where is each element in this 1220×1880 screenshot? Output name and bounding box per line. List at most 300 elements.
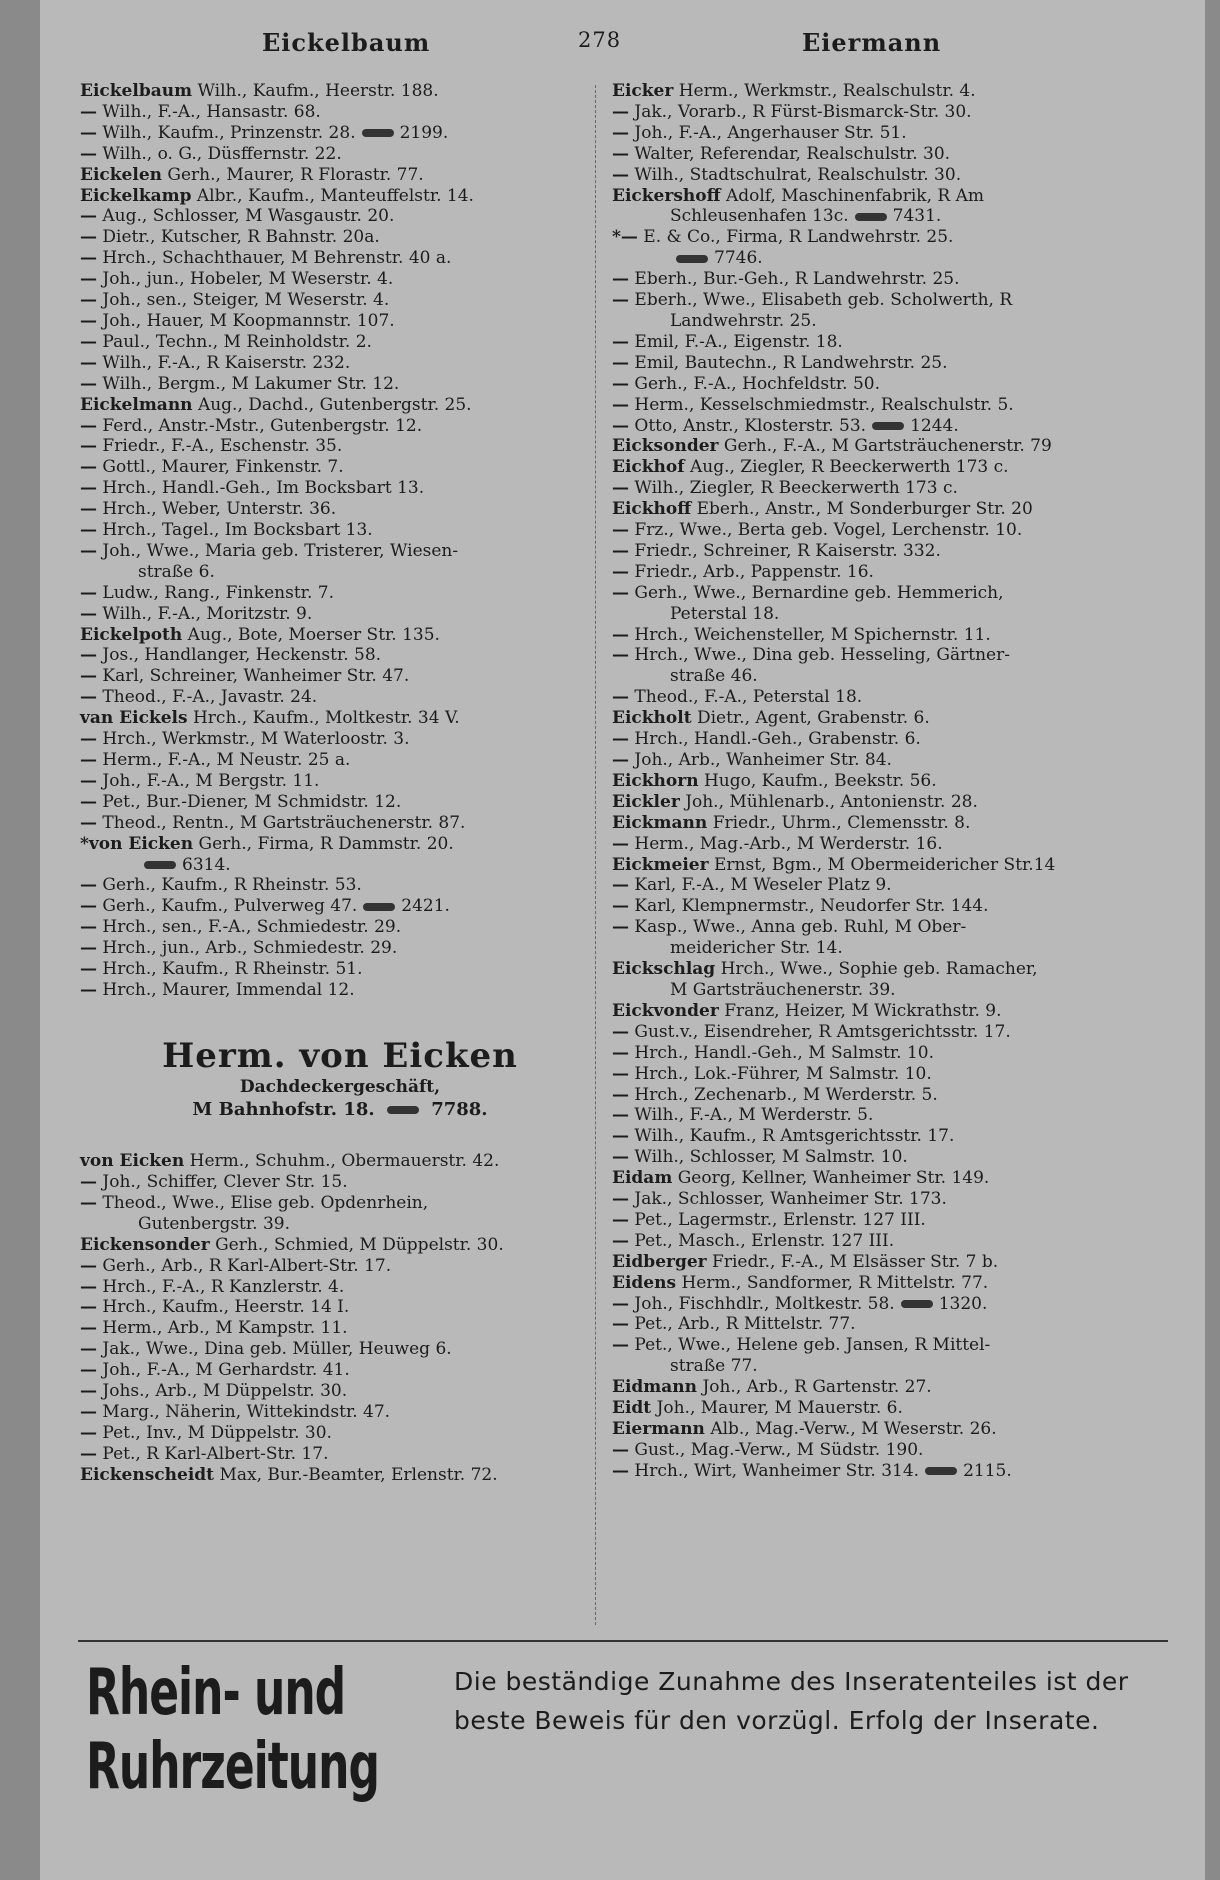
entry-details: Ferd., Anstr.-Mstr., Gutenbergstr. 12. — [102, 415, 423, 436]
entry-surname: — — [80, 666, 97, 687]
entry-surname: — — [80, 582, 97, 603]
directory-entry — [80, 1318, 600, 1339]
entry-surname: — — [80, 896, 97, 917]
entry-details: Hrch., Kaufm., R Rheinstr. 51. — [102, 959, 363, 980]
entry-details: Joh., Schiffer, Clever Str. 15. — [102, 1172, 348, 1193]
entry-details: Wilh., F.-A., Hansastr. 68. — [102, 101, 321, 122]
directory-entry — [612, 269, 1157, 290]
directory-entry — [80, 917, 600, 938]
telephone-icon — [362, 129, 394, 137]
entry-details: Gerh., Arb., R Karl-Albert-Str. 17. — [102, 1255, 392, 1276]
directory-entry — [80, 374, 600, 395]
directory-entry — [80, 1360, 600, 1381]
left-entries-2 — [80, 1151, 600, 1486]
directory-entry — [80, 165, 600, 186]
entry-surname: — — [612, 101, 629, 122]
directory-entry — [80, 1277, 600, 1298]
directory-entry — [612, 771, 1157, 792]
entry-details: Theod., Wwe., Elise geb. Opdenrhein, — [102, 1192, 429, 1213]
entry-surname: Eickhof — [612, 457, 685, 478]
entry-details: Hrch., Lok.-Führer, M Salmstr. 10. — [634, 1063, 932, 1084]
entry-surname: — — [80, 1276, 97, 1297]
entry-continuation-text: meidericher Str. 14. — [670, 938, 843, 959]
directory-entry — [80, 227, 600, 248]
entry-details: Pet., Wwe., Helene geb. Jansen, R Mittel- — [634, 1335, 991, 1356]
directory-entry — [80, 1423, 600, 1444]
entry-surname: — — [80, 938, 97, 959]
entry-details: Pet., Masch., Erlenstr. 127 III. — [634, 1230, 895, 1251]
entry-surname: — — [612, 1189, 629, 1210]
entry-details: Wilh., F.-A., M Werderstr. 5. — [634, 1105, 874, 1126]
telephone-icon — [872, 422, 904, 430]
entry-surname: — — [80, 122, 97, 143]
entry-surname: — — [80, 436, 97, 457]
telephone-icon — [925, 1467, 957, 1475]
entry-surname: — — [80, 1422, 97, 1443]
directory-entry — [612, 875, 1157, 896]
directory-entry — [612, 562, 1157, 583]
entry-details: Pet., Bur.-Diener, M Schmidstr. 12. — [102, 791, 402, 812]
directory-entry — [80, 269, 600, 290]
entry-details: Georg, Kellner, Wanheimer Str. 149. — [677, 1168, 990, 1189]
directory-entry — [612, 1440, 1157, 1461]
entry-continuation-text: straße 46. — [670, 666, 758, 687]
directory-entry — [80, 729, 600, 750]
entry-details: Joh., Mühlenarb., Antonienstr. 28. — [685, 791, 978, 812]
directory-entry — [612, 750, 1157, 771]
directory-entry — [612, 1001, 1157, 1022]
entry-surname: — — [612, 561, 629, 582]
entry-details: Johs., Arb., M Düppelstr. 30. — [102, 1381, 348, 1402]
right-column — [612, 81, 1157, 1482]
directory-entry — [612, 186, 1157, 207]
entry-surname: — — [612, 1439, 629, 1460]
entry-details: Gerh., Wwe., Bernardine geb. Hemmerich, — [634, 582, 1004, 603]
left-column — [80, 81, 600, 1486]
entry-details: Kasp., Wwe., Anna geb. Ruhl, M Ober- — [634, 917, 967, 938]
entry-details: Hrch., Kaufm., Heerstr. 14 I. — [102, 1297, 350, 1318]
entry-surname: — — [80, 352, 97, 373]
directory-entry — [80, 750, 600, 771]
entry-details: Hrch., Zechenarb., M Werderstr. 5. — [634, 1084, 938, 1105]
entry-details: Eberh., Anstr., M Sonderburger Str. 20 — [696, 499, 1033, 520]
entry-surname: — — [80, 603, 97, 624]
entry-surname: — — [612, 1105, 629, 1126]
entry-details: Joh., Wwe., Maria geb. Tristerer, Wiesen- — [102, 540, 459, 561]
entry-surname: — — [80, 1255, 97, 1276]
directory-entry — [80, 436, 600, 457]
directory-entry — [80, 834, 600, 855]
entry-surname: — — [80, 478, 97, 499]
entry-surname: Eickschlag — [612, 959, 716, 980]
entry-details: Joh., F.-A., Angerhauser Str. 51. — [634, 122, 907, 143]
entry-surname: — — [612, 1314, 629, 1335]
header-right-keyword: Eiermann — [802, 28, 942, 57]
entry-details: Herm., Kesselschmiedmstr., Realschulstr. 5. — [634, 394, 1014, 415]
directory-entry — [80, 1235, 600, 1256]
advert-phone: 7788. — [431, 1098, 488, 1120]
entry-details: Theod., Rentn., M Gartsträuchenerstr. 87. — [102, 812, 466, 833]
entry-continuation — [612, 604, 1157, 625]
entry-details: Albr., Kaufm., Manteuffelstr. 14. — [196, 185, 474, 206]
entry-continuation — [612, 248, 1157, 269]
entry-surname: — — [80, 331, 97, 352]
entry-surname: Eickensonder — [80, 1234, 210, 1255]
entry-details: Eberh., Bur.-Geh., R Landwehrstr. 25. — [634, 269, 960, 290]
directory-entry — [80, 541, 600, 562]
directory-entry — [612, 353, 1157, 374]
entry-details: Hrch., F.-A., R Kanzlerstr. 4. — [102, 1276, 345, 1297]
entry-details: Emil, F.-A., Eigenstr. 18. — [634, 331, 843, 352]
telephone-icon — [387, 1106, 419, 1114]
directory-entry — [80, 875, 600, 896]
directory-entry — [80, 248, 600, 269]
entry-details: Hrch., Handl.-Geh., Im Bocksbart 13. — [102, 478, 425, 499]
entry-details: Wilh., o. G., Düsffernstr. 22. — [102, 143, 342, 164]
entry-details: Ludw., Rang., Finkenstr. 7. — [102, 582, 334, 603]
entry-surname: — — [612, 687, 629, 708]
entry-surname: Eickelmann — [80, 394, 193, 415]
directory-entry — [80, 457, 600, 478]
directory-entry — [80, 353, 600, 374]
left-entries — [80, 81, 600, 1001]
entry-surname: Eidens — [612, 1272, 677, 1293]
directory-entry — [612, 687, 1157, 708]
entry-details: Joh., Arb., R Gartenstr. 27. — [702, 1377, 932, 1398]
directory-entry — [612, 1419, 1157, 1440]
entry-details: Aug., Dachd., Gutenbergstr. 25. — [197, 394, 472, 415]
entry-continuation-text: M Gartsträuchenerstr. 39. — [670, 979, 896, 1000]
directory-entry — [80, 708, 600, 729]
directory-entry — [80, 332, 600, 353]
directory-entry — [612, 144, 1157, 165]
directory-entry — [612, 227, 1157, 248]
entry-surname: — — [612, 1293, 629, 1314]
entry-details: Friedr., F.-A., M Elsässer Str. 7 b. — [712, 1251, 999, 1272]
entry-surname: — — [612, 478, 629, 499]
entry-surname: — — [80, 206, 97, 227]
directory-entry — [612, 1294, 1157, 1315]
directory-page — [40, 0, 1205, 1880]
entry-details: Franz, Heizer, M Wickrathstr. 9. — [724, 1000, 1002, 1021]
entry-details: Gerh., Kaufm., R Rheinstr. 53. — [102, 875, 362, 896]
directory-entry — [80, 144, 600, 165]
entry-details: Wilh., Ziegler, R Beeckerwerth 173 c. — [634, 478, 958, 499]
directory-entry — [612, 478, 1157, 499]
entry-surname: Eidberger — [612, 1251, 707, 1272]
entry-surname: — — [80, 227, 97, 248]
entry-details: Hrch., Tagel., Im Bocksbart 13. — [102, 520, 373, 541]
directory-entry — [612, 792, 1157, 813]
entry-continuation — [612, 206, 1157, 227]
directory-entry — [80, 1151, 600, 1172]
entry-details: Joh., Fischhdlr., Moltkestr. 58. — [634, 1293, 895, 1314]
directory-entry — [612, 81, 1157, 102]
entry-surname: — — [612, 1126, 629, 1147]
entry-surname: — — [80, 290, 97, 311]
directory-entry — [612, 165, 1157, 186]
entry-surname: — — [80, 499, 97, 520]
entry-surname: — — [612, 540, 629, 561]
entry-surname: — — [612, 624, 629, 645]
entry-surname: Eickelpoth — [80, 624, 183, 645]
entry-surname: — — [612, 875, 629, 896]
entry-surname: — — [612, 729, 629, 750]
entry-details: Gerh., Firma, R Dammstr. 20. — [198, 833, 454, 854]
directory-entry — [612, 625, 1157, 646]
entry-details: Jos., Handlanger, Heckenstr. 58. — [102, 645, 382, 666]
entry-surname: — — [80, 1381, 97, 1402]
entry-surname: — — [80, 373, 97, 394]
entry-details: Joh., F.-A., M Bergstr. 11. — [102, 770, 320, 791]
entry-surname: Eickershoff — [612, 185, 721, 206]
directory-entry — [80, 583, 600, 604]
directory-entry — [612, 1064, 1157, 1085]
entry-details: Friedr., Uhrm., Clemensstr. 8. — [712, 812, 971, 833]
directory-entry — [612, 1022, 1157, 1043]
entry-details: Walter, Referendar, Realschulstr. 30. — [634, 143, 951, 164]
entry-details: Adolf, Maschinenfabrik, R Am — [725, 185, 984, 206]
entry-surname: — — [80, 875, 97, 896]
entry-surname: Eidam — [612, 1168, 673, 1189]
entry-details: Hrch., jun., Arb., Schmiedestr. 29. — [102, 938, 398, 959]
directory-entry — [612, 1085, 1157, 1106]
entry-details: Jak., Wwe., Dina geb. Müller, Heuweg 6. — [102, 1339, 452, 1360]
entry-details: Pet., Arb., R Mittelstr. 77. — [634, 1314, 856, 1335]
directory-entry — [612, 1043, 1157, 1064]
page-header — [40, 28, 1205, 68]
entry-surname: — — [612, 645, 629, 666]
entry-surname: — — [612, 1084, 629, 1105]
directory-entry — [612, 1105, 1157, 1126]
entry-details: Joh., jun., Hobeler, M Weserstr. 4. — [102, 269, 394, 290]
entry-details: Hrch., Kaufm., Moltkestr. 34 V. — [192, 708, 460, 729]
entry-phone: 7746. — [714, 248, 763, 269]
entry-details: Dietr., Kutscher, R Bahnstr. 20a. — [102, 227, 380, 248]
entry-surname: *— — [612, 227, 638, 248]
entry-details: Gottl., Maurer, Finkenstr. 7. — [102, 457, 344, 478]
entry-surname: — — [80, 269, 97, 290]
entry-details: Frz., Wwe., Berta geb. Vogel, Lerchenstr. 10. — [634, 520, 1023, 541]
entry-details: Wilh., F.-A., Moritzstr. 9. — [102, 603, 313, 624]
directory-entry — [612, 1168, 1157, 1189]
advert-address-line — [80, 1099, 600, 1122]
entry-surname: — — [612, 1460, 629, 1481]
entry-details: Pet., R Karl-Albert-Str. 17. — [102, 1443, 329, 1464]
directory-entry — [80, 604, 600, 625]
directory-entry — [80, 206, 600, 227]
entry-continuation-text: Peterstal 18. — [670, 603, 780, 624]
directory-entry — [80, 687, 600, 708]
entry-details: Pet., Lagermstr., Erlenstr. 127 III. — [634, 1209, 926, 1230]
directory-entry — [80, 499, 600, 520]
directory-entry — [80, 1256, 600, 1277]
directory-entry — [80, 1444, 600, 1465]
entry-surname: — — [612, 331, 629, 352]
directory-entry — [612, 290, 1157, 311]
directory-entry — [80, 980, 600, 1001]
directory-entry — [612, 813, 1157, 834]
entry-continuation — [612, 980, 1157, 1001]
directory-entry — [80, 123, 600, 144]
entry-details: Aug., Schlosser, M Wasgaustr. 20. — [102, 206, 395, 227]
entry-surname: — — [80, 1360, 97, 1381]
entry-surname: Eickler — [612, 791, 680, 812]
entry-continuation-text: Landwehrstr. 25. — [670, 310, 817, 331]
entry-details: Hrch., Wirt, Wanheimer Str. 314. — [634, 1460, 920, 1481]
entry-details: Joh., Maurer, M Mauerstr. 6. — [656, 1398, 903, 1419]
entry-details: Hrch., Wwe., Sophie geb. Ramacher, — [720, 959, 1038, 980]
directory-entry — [612, 1210, 1157, 1231]
directory-entry — [612, 917, 1157, 938]
entry-continuation-text: Schleusenhafen 13c. — [670, 206, 849, 227]
entry-details: Otto, Anstr., Klosterstr. 53. — [634, 415, 867, 436]
entry-continuation — [612, 311, 1157, 332]
entry-continuation — [80, 562, 600, 583]
entry-surname: — — [612, 1063, 629, 1084]
entry-details: Gerh., Schmied, M Düppelstr. 30. — [215, 1234, 504, 1255]
entry-continuation — [612, 1356, 1157, 1377]
entry-details: Wilh., Kaufm., R Amtsgerichtsstr. 17. — [634, 1126, 955, 1147]
directory-entry — [80, 395, 600, 416]
entry-details: Karl, F.-A., M Weseler Platz 9. — [634, 875, 892, 896]
entry-surname: Eickmann — [612, 812, 708, 833]
entry-surname: Eickelkamp — [80, 185, 192, 206]
entry-details: Pet., Inv., M Düppelstr. 30. — [102, 1422, 332, 1443]
entry-surname: — — [80, 1402, 97, 1422]
directory-entry — [80, 813, 600, 834]
entry-surname: — — [80, 520, 97, 541]
directory-entry — [612, 1377, 1157, 1398]
directory-entry — [80, 1297, 600, 1318]
directory-entry — [612, 520, 1157, 541]
entry-surname: — — [612, 269, 629, 290]
entry-details: Hrch., Wwe., Dina geb. Hesseling, Gärtner- — [634, 645, 1010, 666]
entry-details: Aug., Bote, Moerser Str. 135. — [187, 624, 440, 645]
entry-surname: — — [80, 750, 97, 770]
entry-surname: von Eicken — [80, 1151, 185, 1172]
entry-surname: Eicker — [612, 81, 674, 101]
entry-surname: — — [612, 896, 629, 917]
directory-entry — [80, 625, 600, 646]
directory-entry — [612, 1147, 1157, 1168]
directory-entry — [80, 102, 600, 123]
directory-entry — [80, 792, 600, 813]
entry-surname: — — [612, 1021, 629, 1042]
entry-details: Hrch., Weber, Unterstr. 36. — [102, 499, 337, 520]
entry-details: Joh., Arb., Wanheimer Str. 84. — [634, 750, 892, 770]
directory-entry — [80, 186, 600, 207]
entry-details: Wilh., F.-A., R Kaiserstr. 232. — [102, 352, 351, 373]
directory-entry — [612, 541, 1157, 562]
directory-entry — [80, 771, 600, 792]
entry-details: Herm., F.-A., M Neustr. 25 a. — [102, 750, 351, 770]
entry-details: Paul., Techn., M Reinholdstr. 2. — [102, 331, 372, 352]
entry-surname: — — [80, 917, 97, 938]
entry-surname: — — [80, 729, 97, 750]
entry-surname: — — [612, 1147, 629, 1168]
entry-details: Joh., sen., Steiger, M Weserstr. 4. — [102, 290, 390, 311]
entry-surname: — — [80, 645, 97, 666]
entry-surname: Eickvonder — [612, 1000, 719, 1021]
directory-entry — [612, 1273, 1157, 1294]
entry-surname: Eickhoff — [612, 499, 692, 520]
footer-slogan — [454, 1662, 1154, 1740]
directory-entry — [612, 1189, 1157, 1210]
telephone-icon — [363, 903, 395, 911]
entry-details: Hrch., Maurer, Immendal 12. — [102, 979, 355, 1000]
directory-entry — [80, 938, 600, 959]
directory-entry — [612, 1335, 1157, 1356]
entry-surname: — — [612, 917, 629, 938]
directory-entry — [612, 896, 1157, 917]
entry-surname: — — [612, 415, 629, 436]
directory-entry — [80, 959, 600, 980]
telephone-icon — [144, 861, 176, 869]
directory-entry — [612, 1461, 1157, 1482]
entry-surname: — — [80, 143, 97, 164]
directory-entry — [612, 1314, 1157, 1335]
entry-surname: van Eickels — [80, 708, 188, 729]
entry-details: Alb., Mag.-Verw., M Weserstr. 26. — [710, 1419, 997, 1439]
entry-details: Herm., Sandformer, R Mittelstr. 77. — [681, 1272, 989, 1293]
entry-phone: 2199. — [399, 122, 449, 143]
directory-entry — [612, 959, 1157, 980]
entry-details: Theod., F.-A., Peterstal 18. — [634, 687, 863, 708]
entry-surname: — — [80, 415, 97, 436]
entry-surname: — — [612, 582, 629, 603]
entry-details: Karl, Klempnermstr., Neudorfer Str. 144. — [634, 896, 989, 917]
entry-surname: — — [80, 770, 97, 791]
directory-entry — [612, 1252, 1157, 1273]
entry-details: Herm., Werkmstr., Realschulstr. 4. — [678, 81, 976, 101]
entry-surname: — — [612, 373, 629, 394]
entry-details: Wilh., Bergm., M Lakumer Str. 12. — [102, 373, 400, 394]
telephone-icon — [676, 255, 708, 263]
directory-entry — [612, 1398, 1157, 1419]
directory-entry — [612, 416, 1157, 437]
entry-details: Herm., Arb., M Kampstr. 11. — [102, 1318, 348, 1339]
entry-surname: — — [80, 687, 97, 708]
entry-details: Wilh., Kaufm., Prinzenstr. 28. — [102, 122, 356, 143]
entry-surname: Eicksonder — [612, 436, 719, 457]
entry-surname: — — [80, 1172, 97, 1193]
entry-details: Wilh., Stadtschulrat, Realschulstr. 30. — [634, 164, 962, 185]
directory-entry — [80, 1339, 600, 1360]
entry-details: Dietr., Agent, Grabenstr. 6. — [696, 708, 930, 729]
entry-details: Wilh., Kaufm., Heerstr. 188. — [197, 81, 439, 101]
entry-details: Jak., Schlosser, Wanheimer Str. 173. — [634, 1189, 947, 1210]
newspaper-brand: Rhein- und Ruhrzeitung — [86, 1656, 379, 1804]
directory-entry — [612, 395, 1157, 416]
directory-entry — [80, 1172, 600, 1193]
entry-details: Gust.v., Eisendreher, R Amtsgerichtsstr. 17. — [634, 1021, 1011, 1042]
entry-continuation-text: straße 77. — [670, 1356, 758, 1377]
entry-surname: — — [612, 833, 629, 854]
directory-entry — [612, 583, 1157, 604]
entry-details: Eberh., Wwe., Elisabeth geb. Scholwerth, R — [634, 290, 1013, 311]
directory-entry — [612, 645, 1157, 666]
entry-surname: *von Eicken — [80, 833, 194, 854]
entry-surname: — — [612, 1335, 629, 1356]
entry-details: Gerh., F.-A., M Gartsträuchenerstr. 79 — [723, 436, 1052, 457]
advert-subtitle: Dachdeckergeschäft, — [239, 1077, 441, 1098]
entry-details: E. & Co., Firma, R Landwehrstr. 25. — [643, 227, 954, 248]
entry-surname: — — [80, 248, 97, 269]
entry-details: Ernst, Bgm., M Obermeidericher Str.14 — [714, 854, 1056, 875]
entry-surname: Eidmann — [612, 1377, 698, 1398]
slogan-line-2: beste Beweis für den vorzügl. Erfolg der Inserate. — [454, 1706, 1100, 1735]
